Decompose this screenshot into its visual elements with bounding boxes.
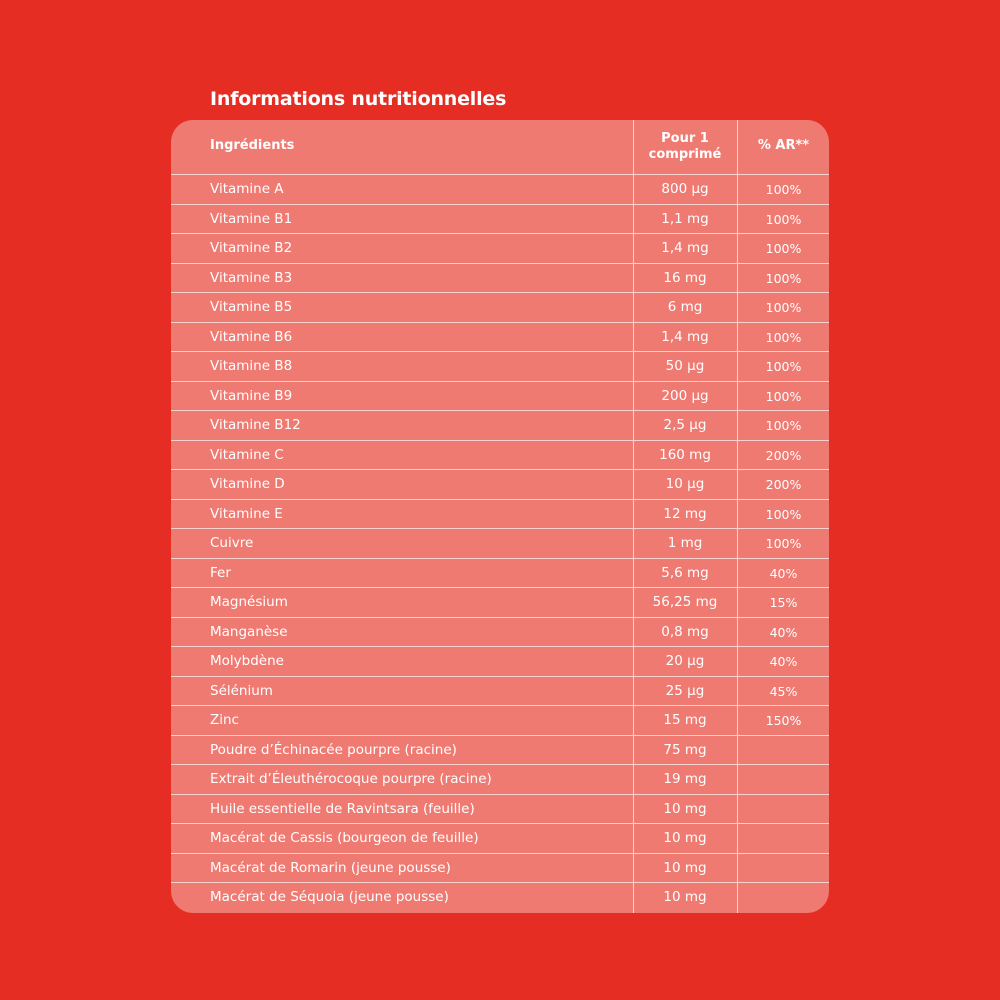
- ar-cell: 100%: [765, 536, 802, 551]
- amount-cell: 10 mg: [663, 859, 707, 876]
- ingredient-cell: Vitamine B12: [210, 417, 301, 433]
- amount-cell: 160 mg: [659, 446, 711, 463]
- ar-cell: 15%: [769, 595, 798, 610]
- ar-cell: 200%: [765, 447, 802, 463]
- table-row: [171, 677, 829, 707]
- header-per-tablet: Pour 1 comprimé: [648, 131, 722, 162]
- amount-cell: 19 mg: [663, 771, 707, 787]
- ingredient-cell: Molybdène: [210, 653, 284, 669]
- ar-cell: 100%: [765, 359, 802, 374]
- ar-cell: 40%: [769, 624, 798, 640]
- ingredient-cell: Vitamine E: [210, 505, 283, 522]
- ingredient-cell: Vitamine D: [210, 476, 285, 492]
- ingredient-cell: Vitamine C: [210, 446, 284, 463]
- table-row: [171, 205, 829, 235]
- amount-cell: 1 mg: [667, 535, 703, 551]
- header-ar: % AR**: [757, 138, 810, 153]
- table-row: [171, 175, 829, 205]
- ingredient-cell: Vitamine B9: [210, 387, 293, 404]
- ingredient-cell: Manganèse: [210, 623, 288, 640]
- table-row: [171, 382, 829, 412]
- amount-cell: 6 mg: [667, 299, 703, 315]
- ingredient-cell: Vitamine B2: [210, 240, 293, 256]
- table-row: [171, 559, 829, 589]
- ar-cell: 100%: [765, 182, 802, 197]
- ar-cell: 100%: [765, 270, 802, 286]
- table-row: [171, 854, 829, 884]
- amount-cell: 20 µg: [665, 653, 705, 669]
- ingredient-cell: Poudre d’Échinacée pourpre (racine): [210, 741, 457, 758]
- table-row: [171, 647, 829, 677]
- amount-cell: 25 µg: [665, 682, 705, 699]
- ingredient-cell: Magnésium: [210, 594, 288, 610]
- amount-cell: 10 mg: [663, 830, 707, 846]
- ar-cell: 40%: [769, 654, 798, 669]
- amount-cell: 15 mg: [663, 712, 707, 728]
- ar-cell: 100%: [765, 241, 802, 256]
- amount-cell: 800 µg: [661, 181, 709, 197]
- table-header: [171, 120, 829, 175]
- ar-cell: 100%: [765, 329, 802, 345]
- table-row: [171, 323, 829, 353]
- header-ingredients: Ingrédients: [210, 138, 295, 153]
- ingredient-cell: Zinc: [210, 712, 239, 728]
- ingredient-cell: Vitamine B3: [210, 269, 293, 286]
- ingredient-cell: Macérat de Cassis (bourgeon de feuille): [210, 830, 479, 846]
- table-row: [171, 618, 829, 648]
- ingredient-cell: Extrait d’Éleuthérocoque pourpre (racine): [210, 771, 492, 787]
- amount-cell: 2,5 µg: [663, 417, 707, 433]
- table-row: [171, 795, 829, 825]
- ar-cell: 100%: [765, 418, 802, 433]
- ar-cell: 100%: [765, 388, 802, 404]
- amount-cell: 5,6 mg: [661, 564, 709, 581]
- table-row: [171, 765, 829, 795]
- amount-cell: 1,1 mg: [661, 210, 709, 227]
- amount-cell: 10 mg: [663, 889, 707, 905]
- ingredient-cell: Cuivre: [210, 535, 254, 551]
- ingredient-cell: Macérat de Romarin (jeune pousse): [210, 859, 451, 876]
- ar-cell: 40%: [769, 565, 798, 581]
- ingredient-cell: Vitamine A: [210, 181, 284, 197]
- amount-cell: 10 µg: [665, 476, 705, 492]
- table-row: [171, 264, 829, 294]
- amount-cell: 75 mg: [663, 741, 707, 758]
- amount-cell: 1,4 mg: [661, 328, 709, 345]
- table-row: [171, 411, 829, 441]
- table-row: [171, 470, 829, 500]
- table-row: [171, 706, 829, 736]
- amount-cell: 1,4 mg: [661, 240, 709, 256]
- amount-cell: 16 mg: [663, 269, 707, 286]
- ar-cell: 200%: [765, 477, 802, 492]
- ingredient-cell: Huile essentielle de Ravintsara (feuille): [210, 800, 475, 817]
- ingredient-cell: Sélénium: [210, 682, 273, 699]
- ingredient-cell: Vitamine B5: [210, 299, 293, 315]
- amount-cell: 0,8 mg: [661, 623, 709, 640]
- ingredient-cell: Vitamine B6: [210, 328, 293, 345]
- table-row: [171, 441, 829, 471]
- table-row: [171, 736, 829, 766]
- ingredient-cell: Vitamine B1: [210, 210, 293, 227]
- nutrition-table: [171, 120, 829, 913]
- ar-cell: 100%: [765, 300, 802, 315]
- ar-cell: 45%: [769, 683, 798, 699]
- table-row: [171, 588, 829, 618]
- ar-cell: 150%: [765, 713, 802, 728]
- ingredient-cell: Fer: [210, 564, 231, 581]
- page-title: Informations nutritionnelles: [210, 88, 507, 110]
- ar-cell: 100%: [765, 506, 802, 522]
- table-row: [171, 234, 829, 264]
- amount-cell: 12 mg: [663, 505, 707, 522]
- table-row: [171, 529, 829, 559]
- ar-cell: 100%: [765, 211, 802, 227]
- table-row: [171, 293, 829, 323]
- amount-cell: 10 mg: [663, 800, 707, 817]
- ingredient-cell: Macérat de Séquoia (jeune pousse): [210, 889, 449, 905]
- table-row: [171, 500, 829, 530]
- amount-cell: 50 µg: [665, 358, 705, 374]
- table-row: [171, 824, 829, 854]
- ingredient-cell: Vitamine B8: [210, 358, 293, 374]
- table-row: [171, 352, 829, 382]
- amount-cell: 56,25 mg: [652, 594, 718, 610]
- amount-cell: 200 µg: [661, 387, 709, 404]
- table-row: [171, 883, 829, 913]
